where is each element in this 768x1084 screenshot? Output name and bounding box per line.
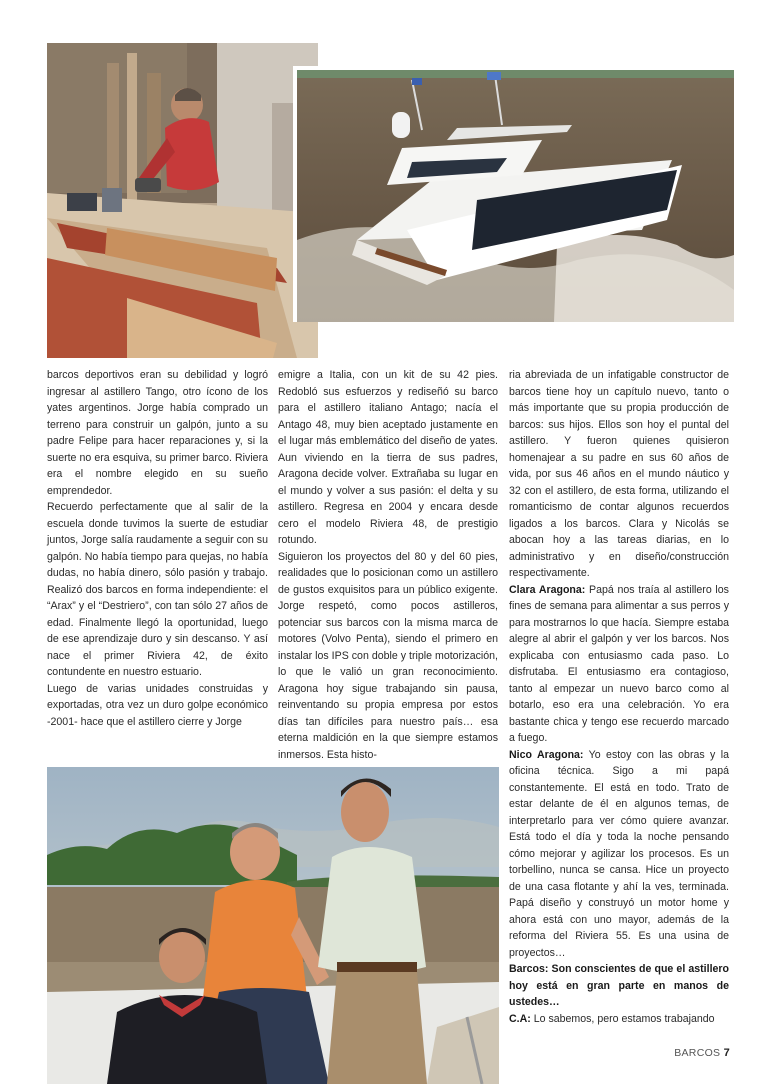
nico-answer-text: Yo estoy con las obras y la oficina técnica. Sigo a mi papá constantemente. El está en todo. Trato de estar delante de él en algunos temas, de interpretarlo para ver cómo quiere avanzar. Está todo el día y toda la noche pensando cómo mejorar y agilizar los procesos. Es un torbellino, nunca se cansa. Hice un proyecto de una casa flotante y ahí la ves, terminada. Papá diseño y construyó un motor home y ahora está con uno mayor, además de la reforma del Riviera 55. Es una usina de proyectos… <box>509 748 729 959</box>
family-photo <box>47 767 499 1084</box>
column1-paragraph-3: Luego de varias unidades construidas y exportadas, otra vez un duro golpe económico -2001- hace que el astillero cierre y Jorge <box>47 682 268 728</box>
magazine-name: BARCOS <box>674 1047 721 1059</box>
nico-answer <box>509 747 729 962</box>
clara-answer-text: Papá nos traía al astillero los fines de semana para alimentar a sus perros y para mostrarnos lo que hacía. Siempre estaba alegre al abrir el galpón y ver los barcos. Nos explicaba con entusiasmo cada paso. Lo disfrutaba. El entusiasmo era contagioso, tanto al empezar un nuevo barco como al botarlo, eso era una celebración. Yo era bastante chica y tengo ese recuerdo marcado a fuego. <box>509 583 729 744</box>
column2-paragraph-1: emigre a Italia, con un kit de su 42 pies. Redobló sus esfuerzos y rediseñó su barco para el astillero italiano Antago; nacía el Antago 48, muy bien aceptado justamente en el lugar más emblemático del diseño de yates. Aun viviendo en la tierra de sus padres, Aragona decide volver. Extrañaba su lugar en el mundo y volver a sus pasión: el delta y su astillero. Regresa en 2004 y encara desde cero el modelo Riviera 48, de prestigio rotundo. <box>278 369 498 546</box>
workshop-photo <box>47 43 318 358</box>
page-folio <box>674 1047 730 1059</box>
clara-answer <box>509 582 729 747</box>
column3-paragraph-1: ria abreviada de un infatigable constructor de barcos tiene hoy un capítulo nuevo, tanto o más importante que su propia producción de barcos: sus hijos. Ellos son hoy el puntal del astillero. Y fueron quienes quisieron homenajear a su padre en sus 60 años de vida, por sus 46 años en el mundo náutico y 32 con el astillero, de esta forma, utilizando el romanticismo de contar algunos recuerdos ligados a los barcos. Clara y Nicolás se abocan hoy a las tareas diarias, en lo administrativo y en diseño/construcción respectivamente. <box>509 369 729 579</box>
clara-speaker: Clara Aragona: <box>509 583 586 596</box>
column1-paragraph-2: Recuerdo perfectamente que al salir de la escuela donde tuvimos la suerte de estudiar juntos, Jorge salía raudamente a seguir con su galpón. No había tiempo para quejas, no había dudas, no había dinero, sólo pasión y trabajo. Realizó dos barcos en forma independiente: el “Arax” y el “Destriero”, con tan sólo 27 años de edad. Finalmente llegó la oportunidad, luego de ese aprendizaje duro y sin descanso. Y así nace el primer Riviera 42, de éxito contundente en nuestro estuario. <box>47 501 268 678</box>
ca-answer <box>509 1011 729 1028</box>
yacht-photo <box>293 66 734 322</box>
page-number: 7 <box>723 1047 730 1059</box>
text-column-2 <box>278 367 498 763</box>
nico-speaker: Nico Aragona: <box>509 748 584 761</box>
column1-paragraph-1: barcos deportivos eran su debilidad y logró ingresar al astillero Tango, otro ícono de los yates argentinos. Jorge había comprado un terreno para construir un galpón, junto a su padre Felipe para hacer reparaciones y, si la suerte no era esquiva, su primer barco. Riviera era el nombre elegido en su sueño emprendedor. <box>47 369 268 497</box>
ca-answer-text: Lo sabemos, pero estamos trabajando <box>530 1012 715 1025</box>
ca-speaker: C.A: <box>509 1012 531 1025</box>
text-column-1 <box>47 367 268 730</box>
column2-paragraph-2: Siguieron los proyectos del 80 y del 60 pies, realidades que lo posicionan como un astillero de gustos exquisitos para un público exigente. Jorge respetó, como pocos astilleros, potenciar sus barcos con la misma marca de motores (Volvo Penta), siendo el primero en instalar los IPS con doble y triple motorización, lo que le valió un gran reconocimiento. Aragona hoy sigue trabajando sin pausa, reinventando su propia empresa por estos días tan difíciles para nuestro país… esa eterna maldición en la que siempre estamos inmersos. Esta histo- <box>278 550 498 761</box>
text-column-3 <box>509 367 729 1027</box>
interview-question: Barcos: Son conscientes de que el astillero hoy está en gran parte en manos de ustedes… <box>509 963 729 1008</box>
